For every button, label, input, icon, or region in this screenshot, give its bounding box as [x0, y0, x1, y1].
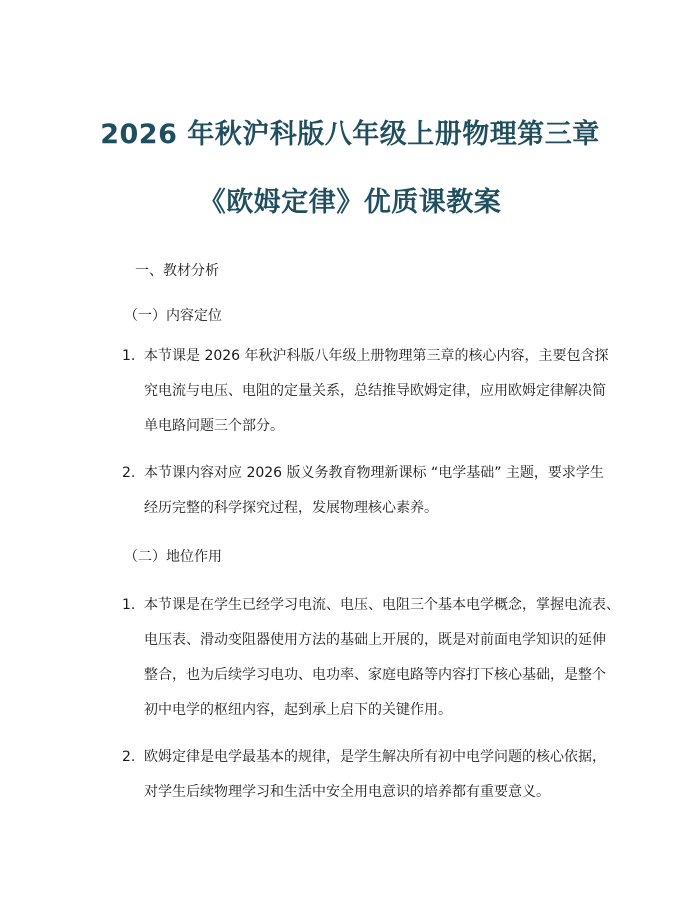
list-item	[122, 588, 622, 728]
document-title-line-1: 2026 年秋沪科版八年级上册物理第三章	[100, 119, 600, 150]
list-item-number: 2.	[122, 749, 136, 765]
list-item	[122, 456, 622, 526]
list-item-number: 1.	[122, 597, 136, 613]
list-item-line: 单电路问题三个部分。	[144, 418, 284, 434]
document-title-line-2: 《欧姆定律》优质课教案	[198, 187, 502, 218]
list-item-line: 初中电学的枢纽内容，起到承上启下的关键作用。	[144, 702, 452, 718]
subsection-heading: （二）地位作用	[124, 549, 222, 565]
list-item-line: 本节课内容对应 2026 版义务教育物理新课标 “电学基础” 主题，要求学生	[144, 465, 604, 481]
list-item-line: 电压表、滑动变阻器使用方法的基础上开展的，既是对前面电学知识的延伸	[144, 632, 606, 648]
list-item	[122, 339, 622, 444]
list-item-line: 对学生后续物理学习和生活中安全用电意识的培养都有重要意义。	[144, 784, 550, 800]
list-item-number: 2.	[122, 465, 136, 481]
list-item-line: 本节课是在学生已经学习电流、电压、电阻三个基本电学概念，掌握电流表、	[144, 597, 620, 613]
list-item-line: 整合，也为后续学习电功、电功率、家庭电路等内容打下核心基础，是整个	[144, 667, 606, 683]
list-item-line: 本节课是 2026 年秋沪科版八年级上册物理第三章的核心内容，主要包含探	[144, 348, 609, 364]
list-item-line: 究电流与电压、电阻的定量关系，总结推导欧姆定律，应用欧姆定律解决简	[144, 383, 606, 399]
list-item-line: 经历完整的科学探究过程，发展物理核心素养。	[144, 500, 438, 516]
list-item-line: 欧姆定律是电学最基本的规律，是学生解决所有初中电学问题的核心依据，	[144, 749, 606, 765]
list-item-number: 1.	[122, 348, 136, 364]
section-heading: 一、教材分析	[135, 263, 219, 279]
list-item	[122, 740, 622, 810]
subsection-heading: （一）内容定位	[124, 308, 222, 324]
